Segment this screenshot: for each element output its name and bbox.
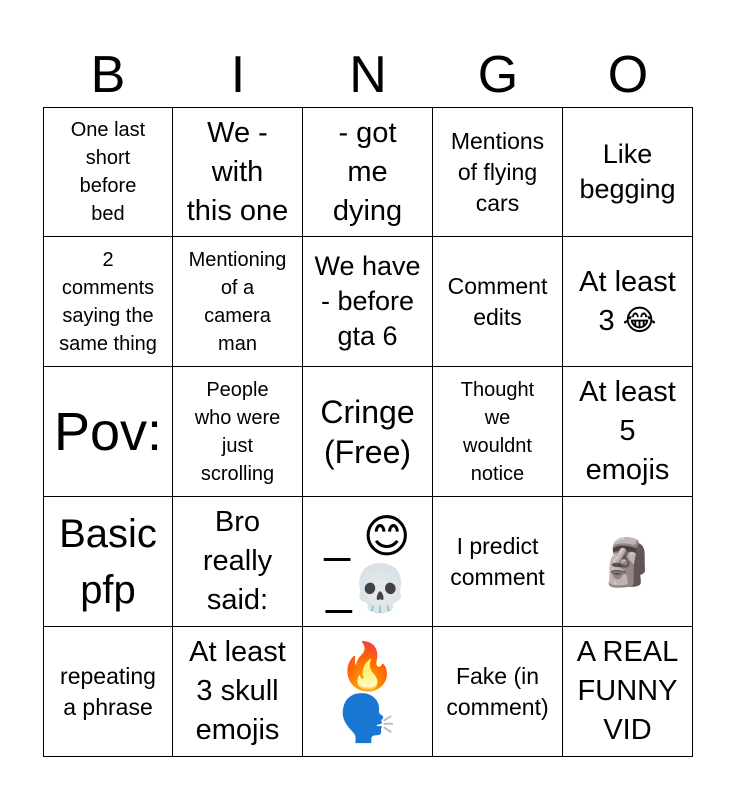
bingo-cell-r4c2[interactable] bbox=[173, 497, 303, 627]
cell-text: I predict comment bbox=[450, 532, 545, 590]
cell-text: Bro really said: bbox=[202, 506, 273, 616]
header-letter-n: N bbox=[349, 46, 387, 104]
bingo-cell-r5c2[interactable] bbox=[173, 627, 303, 757]
cell-text: Like begging bbox=[579, 139, 676, 204]
bingo-cell-r3c4[interactable] bbox=[433, 367, 563, 497]
bingo-cell-r2c3[interactable] bbox=[303, 237, 433, 367]
cell-text: At least 3 skull emojis bbox=[189, 636, 286, 746]
bingo-cell-r1c1[interactable] bbox=[43, 107, 173, 237]
bingo-cell-r5c3[interactable] bbox=[303, 627, 433, 757]
cell-text: Basic pfp bbox=[59, 511, 157, 612]
cell-text: Fake (in comment) bbox=[446, 662, 549, 720]
bingo-cell-r5c4[interactable] bbox=[433, 627, 563, 757]
cell-text: People who were just scrolling bbox=[194, 378, 281, 485]
cell-text: Comment edits bbox=[447, 272, 548, 330]
bingo-cell-r4c4[interactable] bbox=[433, 497, 563, 627]
header-letter-i: I bbox=[230, 46, 246, 104]
cell-text: At least 3 😂 bbox=[579, 265, 676, 337]
bingo-cell-r1c4[interactable] bbox=[433, 107, 563, 237]
cell-text: Pov: bbox=[53, 401, 163, 462]
bingo-cell-r1c3[interactable] bbox=[303, 107, 433, 237]
bingo-cell-r3c5[interactable] bbox=[563, 367, 693, 497]
header-letter-o: O bbox=[607, 46, 649, 104]
cell-text: We - with this one bbox=[186, 116, 289, 227]
cell-text: One last short before bed bbox=[70, 119, 146, 225]
cell-text: Cringe (Free) bbox=[320, 393, 415, 470]
cell-text: Mentions of flying cars bbox=[450, 127, 545, 216]
cell-text: _ 😊 _💀 bbox=[324, 509, 411, 614]
bingo-cell-r3c1[interactable] bbox=[43, 367, 173, 497]
bingo-cell-r2c1[interactable] bbox=[43, 237, 173, 367]
bingo-cell-r1c2[interactable] bbox=[173, 107, 303, 237]
bingo-cell-r3c3[interactable] bbox=[303, 367, 433, 497]
cell-text: At least 5 emojis bbox=[579, 376, 676, 486]
cell-text: We have - before gta 6 bbox=[314, 251, 421, 351]
moai-icon: 🗿 bbox=[598, 535, 657, 588]
bingo-cell-r1c5[interactable] bbox=[563, 107, 693, 237]
cell-text: 🔥 🗣️ bbox=[338, 639, 397, 744]
header-letter-b: B bbox=[90, 46, 126, 104]
cell-text: 2 comments saying the same thing bbox=[59, 248, 157, 355]
cell-text: A REAL FUNNY VID bbox=[576, 636, 679, 746]
bingo-cell-r2c2[interactable] bbox=[173, 237, 303, 367]
cell-text: repeating a phrase bbox=[60, 662, 156, 720]
bingo-cell-r5c5[interactable] bbox=[563, 627, 693, 757]
cell-text: - got me dying bbox=[332, 116, 403, 227]
bingo-cell-r2c5[interactable] bbox=[563, 237, 693, 367]
header-letter-g: G bbox=[477, 46, 519, 104]
bingo-cell-r4c3[interactable] bbox=[303, 497, 433, 627]
bingo-cell-r3c2[interactable] bbox=[173, 367, 303, 497]
bingo-cell-r4c5[interactable] bbox=[563, 497, 693, 627]
bingo-cell-r4c1[interactable] bbox=[43, 497, 173, 627]
bingo-board bbox=[43, 107, 693, 757]
cell-text: Mentioning of a camera man bbox=[188, 248, 287, 355]
bingo-cell-r2c4[interactable] bbox=[433, 237, 563, 367]
bingo-header bbox=[43, 44, 693, 106]
cell-text: Thought we wouldnt notice bbox=[460, 378, 535, 485]
bingo-cell-r5c1[interactable] bbox=[43, 627, 173, 757]
